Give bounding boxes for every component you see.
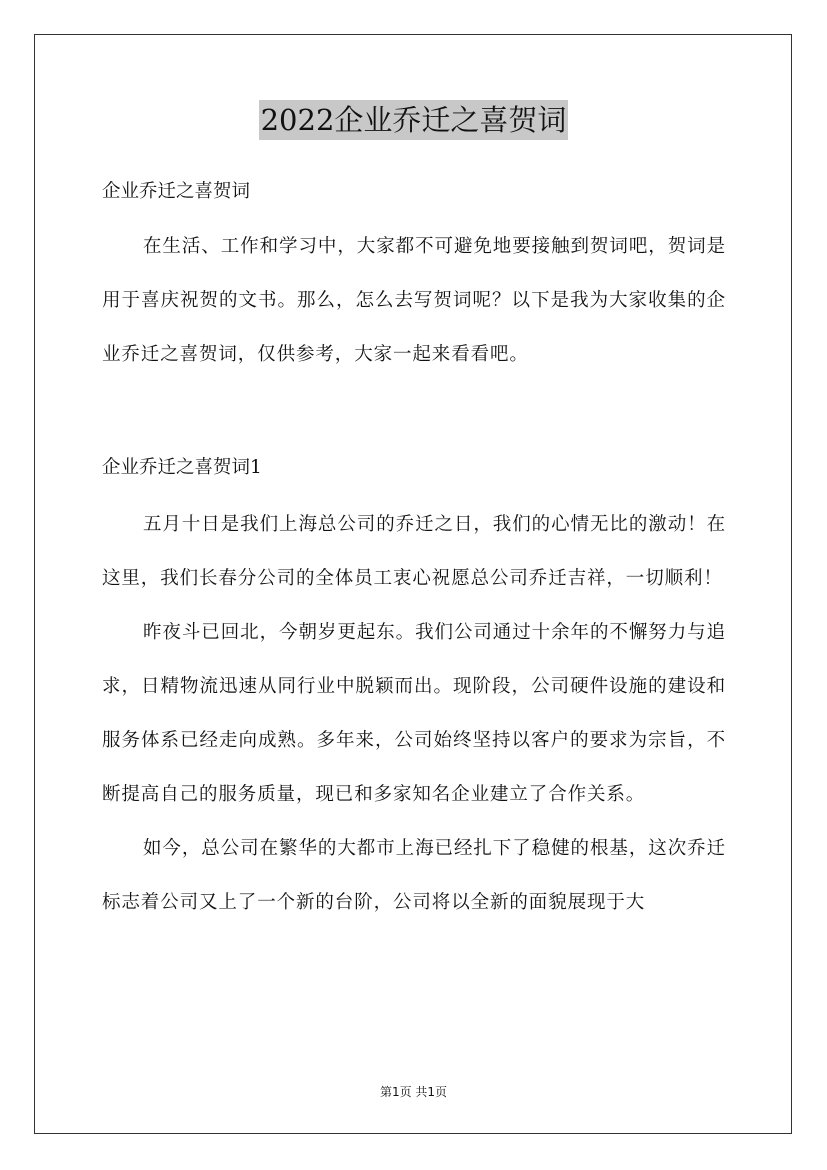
body-paragraph-1: 五月十日是我们上海总公司的乔迁之日，我们的心情无比的激动！在这里，我们长春分公司的全体员工衷心祝愿总公司乔迁吉祥，一切顺利！ — [102, 514, 726, 589]
body-paragraph-3: 如今，总公司在繁华的大都市上海已经扎下了稳健的根基，这次乔迁标志着公司又上了一个新的台阶，公司将以全新的面貌展现于大 — [102, 838, 726, 913]
title-container — [0, 100, 827, 140]
page-footer: 第1页 共1页 — [379, 1085, 448, 1099]
body-paragraph-2: 昨夜斗已回北，今朝岁更起东。我们公司通过十余年的不懈努力与追求，日精物流迅速从同行业中脱颖而出。现阶段，公司硬件设施的建设和服务体系已经走向成熟。多年来，公司始终坚持以客户的要求为宗旨，不断提高自己的服务质量，现已和多家知名企业建立了合作关系。 — [102, 622, 726, 805]
section-heading-1: 企业乔迁之喜贺词 — [102, 181, 251, 202]
document-body — [102, 172, 726, 930]
section-heading-2: 企业乔迁之喜贺词1 — [102, 457, 262, 478]
document-title: 2022企业乔迁之喜贺词 — [259, 100, 569, 140]
intro-paragraph: 在生活、工作和学习中，大家都不可避免地要接触到贺词吧，贺词是用于喜庆祝贺的文书。那么，怎么去写贺词呢？以下是我为大家收集的企业乔迁之喜贺词，仅供参考，大家一起来看看吧。 — [102, 236, 726, 365]
